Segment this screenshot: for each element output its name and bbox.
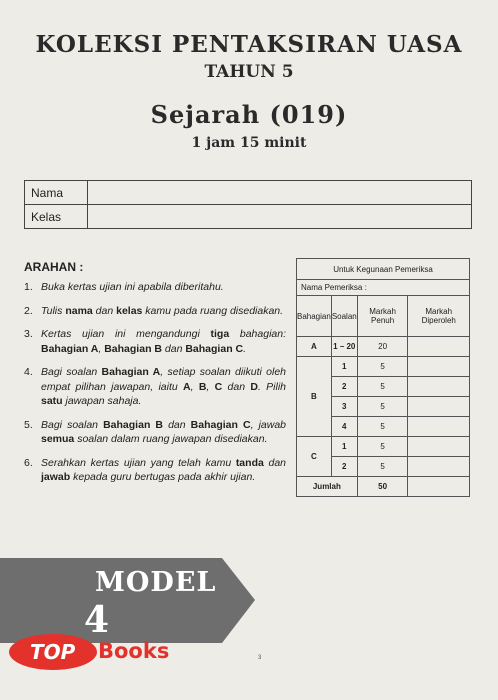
table-row [297,357,470,377]
class-label: Kelas [25,205,88,229]
page-number: 3 [258,655,262,661]
instruction-number: 2. [24,304,33,317]
instruction-text: Bagi soalan Bahagian A, setiap soalan diikuti oleh empat pilihan jawapan, iaitu A, B, C dan D. Pilih satu jawapan sahaja. [41,366,286,407]
instruction-text: Kertas ujian ini mengandungi tiga bahagian: Bahagian A, Bahagian B dan Bahagian C. [41,328,287,355]
instruction-number: 3. [24,328,33,340]
collection-title: KOLEKSI PENTAKSIRAN UASA [35,31,463,58]
instruction-number: 6. [24,456,33,469]
logo-books-text: Books [98,639,170,663]
full-marks-cell: 5 [357,357,408,377]
student-info-box [24,180,472,229]
model-number: 4 [84,599,110,641]
subject-title: Sejarah (019) [150,100,348,129]
instruction-item [24,456,286,485]
col-header-soalan: Soalan [331,296,357,337]
col-header-markah-penuh: Markah Penuh [357,296,408,337]
total-obtained-marks[interactable] [408,477,470,497]
instruction-item [24,418,286,447]
total-row [297,477,470,497]
obtained-marks-cell[interactable] [408,377,470,397]
obtained-marks-cell[interactable] [408,417,470,437]
full-marks-cell: 5 [357,377,408,397]
logo-top-text: TOP [30,640,76,664]
obtained-marks-cell[interactable] [408,397,470,417]
examiner-name-label: Nama Pemeriksa : [297,280,470,296]
section-cell: A [297,337,332,357]
question-cell: 3 [331,397,357,417]
instruction-item [24,365,286,409]
instruction-item [24,327,286,356]
obtained-marks-cell[interactable] [408,337,470,357]
section-cell: C [297,437,332,477]
obtained-marks-cell[interactable] [408,357,470,377]
question-cell: 2 [331,457,357,477]
name-label: Nama [25,181,88,205]
table-row [297,337,470,357]
instructions-heading: ARAHAN : [24,260,84,274]
instruction-text: Tulis nama dan kelas kamu pada ruang disediakan. [41,304,284,317]
question-cell: 1 [331,357,357,377]
question-cell: 1 – 20 [331,337,357,357]
question-cell: 2 [331,377,357,397]
table-row [297,437,470,457]
examiner-table-title: Untuk Kegunaan Pemeriksa [297,259,470,280]
full-marks-cell: 5 [357,397,408,417]
total-full-marks: 50 [357,477,408,497]
section-cell: B [297,357,332,437]
class-field[interactable] [88,205,472,229]
examiner-table [296,258,470,497]
col-header-bahagian: Bahagian [297,296,332,337]
duration-label: 1 jam 15 minit [191,135,307,151]
full-marks-cell: 5 [357,437,408,457]
instruction-text: Bagi soalan Bahagian B dan Bahagian C, jawab semua soalan dalam ruang jawapan disediakan. [41,418,287,445]
instruction-item [24,280,286,295]
question-cell: 1 [331,437,357,457]
instruction-number: 5. [24,418,33,431]
instruction-number: 1. [24,281,33,293]
obtained-marks-cell[interactable] [408,457,470,477]
obtained-marks-cell[interactable] [408,437,470,457]
name-field[interactable] [88,181,472,205]
col-header-markah-diperoleh: Markah Diperoleh [408,296,470,337]
total-label: Jumlah [297,477,358,497]
instruction-number: 4. [24,366,33,378]
model-label: MODEL [95,567,217,598]
instruction-text: Buka kertas ujian ini apabila diberitahu. [41,281,224,293]
instructions-list [24,280,286,494]
year-title: TAHUN 5 [204,62,294,82]
full-marks-cell: 5 [357,417,408,437]
instruction-item [24,304,286,319]
instruction-text: Serahkan kertas ujian yang telah kamu tanda dan jawab kepada guru bertugas pada akhir ujian. [41,456,286,483]
full-marks-cell: 20 [357,337,408,357]
question-cell: 4 [331,417,357,437]
full-marks-cell: 5 [357,457,408,477]
